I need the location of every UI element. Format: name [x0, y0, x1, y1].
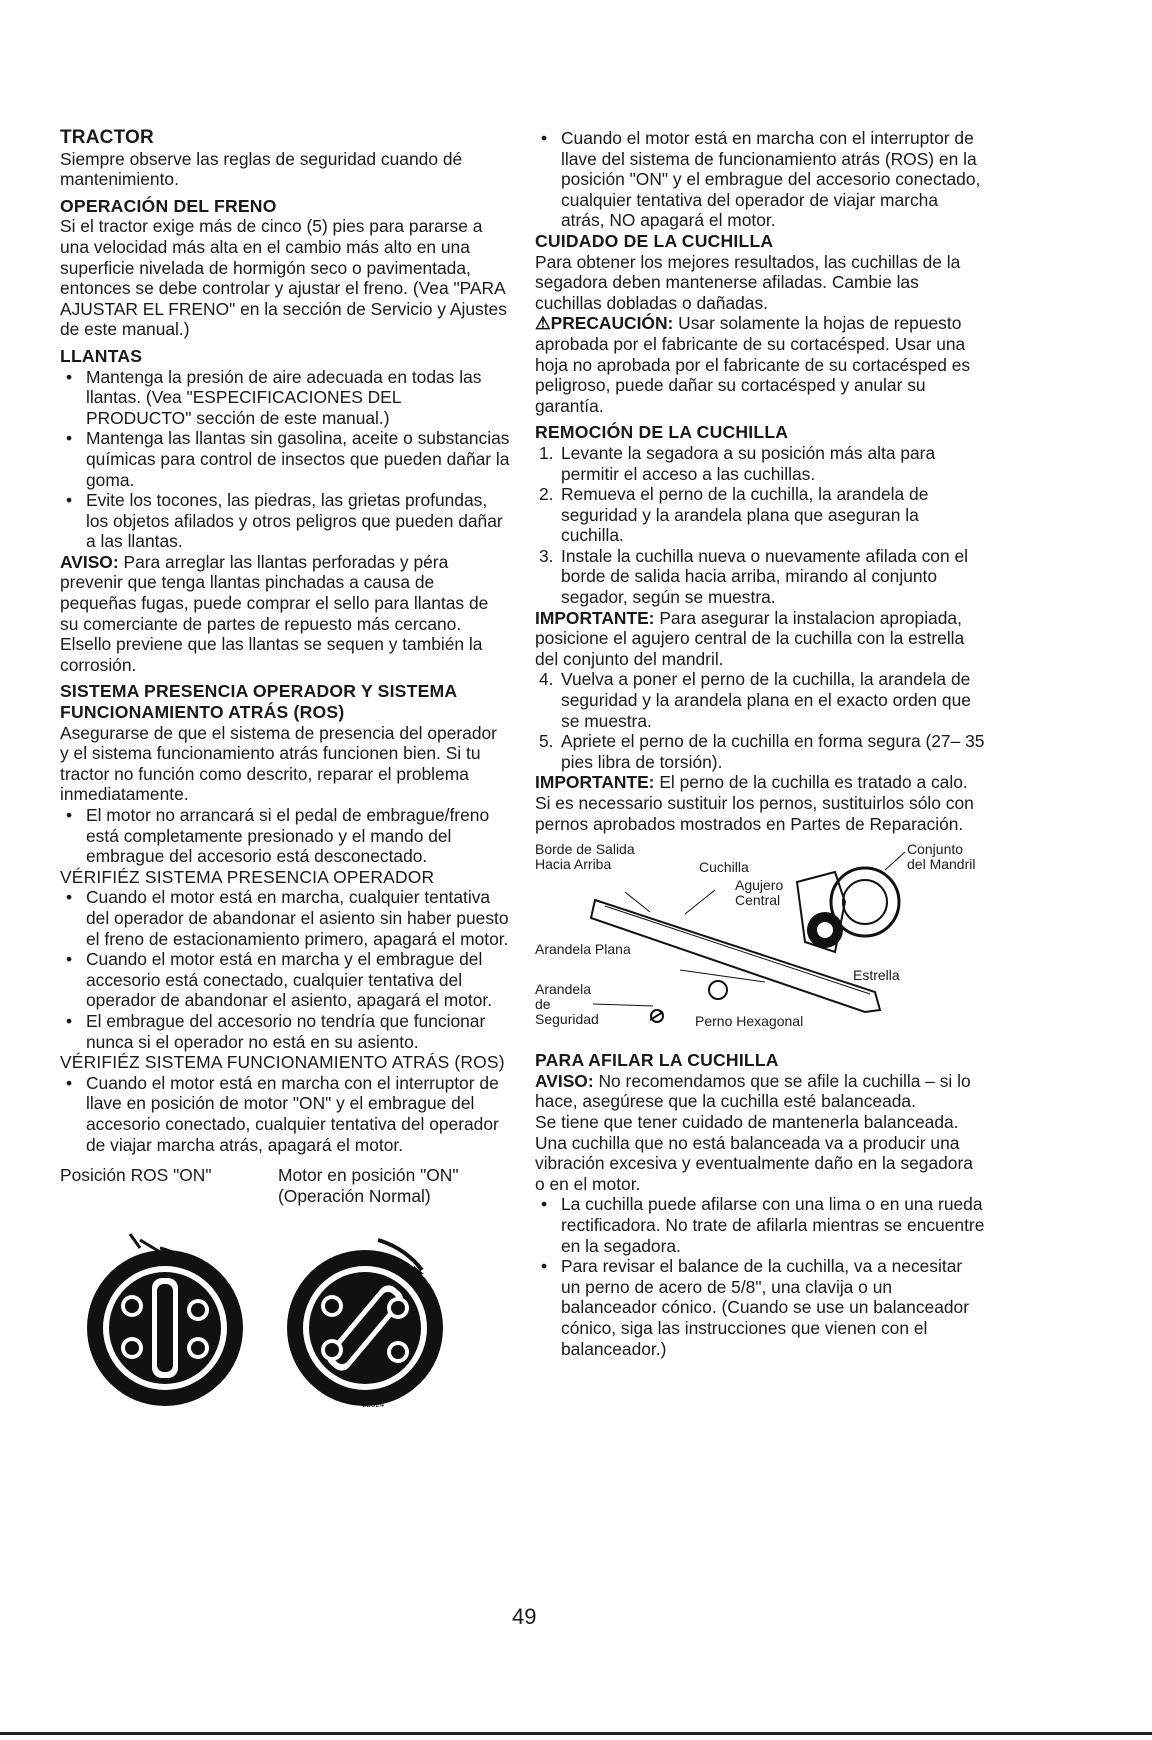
list-item: • Mantenga la presión de aire adecuada en todas las llantas. (Vea "ESPECIFICACIONES DEL PRODUCTO" sección de este manual.) — [60, 367, 510, 429]
important-note-1 — [535, 608, 985, 670]
sharpening-text: Se tiene que tener cuidado de mantenerla balanceada. Una cuchilla que no está balanceada va a producir una vibración excesiva y eventualmente daño en la segadora o en el motor. — [535, 1111, 973, 1194]
list-item: • Mantenga las llantas sin gasolina, aceite o substancias químicas para control de insectos que pueden dañar la goma. — [60, 428, 510, 490]
notice-text: Para arreglar las llantas perforadas y péra prevenir que tenga llantas pinchadas a causa de pequeñas fugas, puede comprar el sello para llantas de su comerciante de partes de repuesto más cercano. Elsello previene que las llantas se sequen y también la corrosión. — [60, 551, 489, 675]
important-label: IMPORTANTE: — [535, 607, 655, 628]
list-item: • El embrague del accesorio no tendría que funcionar nunca si el operador no está en su asiento. — [60, 1011, 510, 1052]
list-item — [535, 731, 985, 772]
list-item: • Para revisar el balance de la cuchilla, va a necesitar un perno de acero de 5/8", una clavija o un balanceador cónico. (Cuando se use un balanceador cónico, siga las instrucciones que vienen con el balanceador.) — [535, 1256, 985, 1359]
ros-position-caption: Posición ROS "ON" — [60, 1165, 212, 1186]
step-text: Levante la segadora a su posición más alta para permitir el acceso a las cuchillas. — [561, 442, 936, 484]
label-hex-bolt: Perno Hexagonal — [695, 1013, 804, 1030]
page-number: 49 — [512, 1604, 537, 1629]
tractor-text: Siempre observe las reglas de seguridad cuando dé mantenimiento. — [60, 148, 463, 190]
list-item: • Cuando el motor está en marcha, cualquier tentativa del operador de abandonar el asiento sin haber puesto el freno de estacionamiento primero, apagará el motor. — [60, 887, 510, 949]
caution-label: PRECAUCIÓN: — [550, 313, 674, 334]
key-positions-captions — [60, 1165, 510, 1206]
brake-heading: OPERACIÓN DEL FRENO — [60, 195, 277, 216]
list-item — [535, 484, 985, 546]
bottom-rule — [0, 1732, 1152, 1735]
removal-steps-a — [535, 443, 985, 608]
verify-ros-list — [60, 1073, 510, 1155]
notice-text: No recomendamos que se afile la cuchilla – si lo hace, asegúrese que la cuchilla esté balanceada. — [535, 1070, 971, 1112]
step-number: 3. — [539, 545, 554, 566]
list-item — [535, 443, 985, 484]
removal-steps-b — [535, 669, 985, 772]
step-number: 1. — [539, 442, 554, 463]
ignition-knobs-figure — [60, 1218, 510, 1408]
sharpening-notice — [535, 1071, 985, 1112]
label-star: Estrella — [853, 967, 900, 984]
tractor-heading: TRACTOR — [60, 127, 154, 148]
ros-list — [60, 805, 510, 867]
verify-operator-list — [60, 887, 510, 1052]
ros-heading: SISTEMA PRESENCIA OPERADOR Y SISTEMA FUNCIONAMIENTO ATRÁS (ROS) — [60, 681, 457, 723]
label-center-hole: Agujero Central — [735, 877, 784, 909]
step-text: Apriete el perno de la cuchilla en forma segura (27– 35 pies libra de torsión). — [561, 731, 985, 772]
label-spindle-assembly: Conjunto del Mandril — [907, 841, 976, 873]
blade-diagram — [535, 842, 985, 1042]
tires-heading: LLANTAS — [60, 345, 143, 366]
verify-operator-heading: VÉRIFIÉZ SISTEMA PRESENCIA OPERADOR — [60, 866, 435, 887]
list-item — [535, 669, 985, 731]
tires-list — [60, 367, 510, 552]
label-lock-washer: Arandela de Seguridad — [535, 981, 599, 1028]
notice-label: AVISO: — [535, 1070, 594, 1091]
left-column — [60, 128, 510, 1408]
ros-text: Asegurarse de que el sistema de presencia del operador y el sistema funcionamiento atrás funcionen bien. Si tu tractor no función como descrito, reparar el problema inmediatamente. — [60, 722, 497, 805]
important-label: IMPORTANTE: — [535, 772, 655, 793]
list-item: • Cuando el motor está en marcha con el interruptor de llave del sistema de funcionamiento atrás (ROS) en la posición "ON" y el embrague del accesorio conectado, cualquier tentativa del operador de viajar marcha atrás, NO apagará el motor. — [535, 128, 985, 231]
figure-code: 02524 — [362, 1400, 385, 1410]
verify-ros-heading: VÉRIFIÉZ SISTEMA FUNCIONAMIENTO ATRÁS (ROS) — [60, 1052, 505, 1073]
blade-care-heading: CUIDADO DE LA CUCHILLA — [535, 230, 774, 251]
warning-triangle-icon: ⚠ — [535, 313, 551, 334]
list-item — [535, 546, 985, 608]
blade-care-text: Para obtener los mejores resultados, las cuchillas de la segadora deben mantenerse afiladas. Cambie las cuchillas dobladas o dañadas. — [535, 251, 961, 313]
important-text: Para asegurar la instalacion apropiada, posicione el agujero central de la cuchilla con la estrella del conjunto del mandril. — [535, 607, 965, 669]
sharpening-heading: PARA AFILAR LA CUCHILLA — [535, 1050, 779, 1071]
list-item: • Cuando el motor está en marcha y el embrague del accesorio está conectado, cualquier tentativa del operador de abandonar el asiento, apagará el motor. — [60, 949, 510, 1011]
caution-text: Usar solamente la hojas de repuesto aprobada por el fabricante de su cortacésped. Usar una hoja no aprobada por el fabricante de su cortacésped es peligroso, puede dañar su cortacésped y anular su garantía. — [535, 313, 971, 416]
step-text: Remueva el perno de la cuchilla, la arandela de seguridad y la arandela plana que aseguran la cuchilla. — [561, 484, 929, 546]
important-note-2 — [535, 772, 985, 834]
list-item: • La cuchilla puede afilarse con una lima o en una rueda rectificadora. No trate de afilarla mientras se encuentre en la segadora. — [535, 1194, 985, 1256]
motor-knob-icon — [287, 1240, 443, 1406]
step-text: Instale la cuchilla nueva o nuevamente afilada con el borde de salida hacia arriba, mirando al conjunto segador, según se muestra. — [561, 545, 969, 608]
label-blade: Cuchilla — [699, 859, 749, 876]
notice-label: AVISO: — [60, 551, 119, 572]
ignition-knobs-illustration — [60, 1218, 510, 1408]
caution-paragraph — [535, 313, 985, 416]
motor-position-caption: Motor en posición "ON" (Operación Normal) — [278, 1165, 459, 1206]
list-item: • Evite los tocones, las piedras, las grietas profundas, los objetos afilados y otros peligros que pueden dañar a las llantas. — [60, 490, 510, 552]
list-item: • Cuando el motor está en marcha con el interruptor de llave en posición de motor "ON" y el embrague del accesorio conectado, cualquier tentativa del operador de viajar marcha atrás, apagará el motor. — [60, 1073, 510, 1155]
step-number: 4. — [539, 669, 554, 690]
important-text: El perno de la cuchilla es tratado a calo. Si es necessario sustituir los pernos, sustituirlos sólo con pernos aprobados mostrados en Partes de Reparación. — [535, 772, 974, 834]
label-flat-washer: Arandela Plana — [535, 941, 631, 958]
step-number: 5. — [539, 731, 554, 752]
step-text: Vuelva a poner el perno de la cuchilla, la arandela de seguridad y la arandela plana en el exacto orden que se muestra. — [561, 669, 971, 731]
label-trailing-edge: Borde de Salida Hacia Arriba — [535, 841, 635, 873]
list-item: • El motor no arrancará si el pedal de embrague/freno está completamente presionado y el mando del embrague del accesorio está desconectado. — [60, 805, 510, 867]
brake-text: Si el tractor exige más de cinco (5) pies para pararse a una velocidad más alta en el cambio más alto en una superficie nivelada de hormigón seco o pavimentada, entonces se debe controlar y ajustar el freno. (Vea "PARA AJUSTAR EL FRENO" en la sección de Servicio y Ajustes de este manual.) — [60, 216, 507, 340]
intro-list — [535, 128, 985, 231]
ros-knob-icon — [87, 1234, 243, 1406]
step-number: 2. — [539, 484, 554, 505]
right-column — [535, 128, 985, 1359]
blade-removal-heading: REMOCIÓN DE LA CUCHILLA — [535, 422, 789, 443]
tire-notice — [60, 552, 510, 676]
sharpening-list — [535, 1194, 985, 1359]
